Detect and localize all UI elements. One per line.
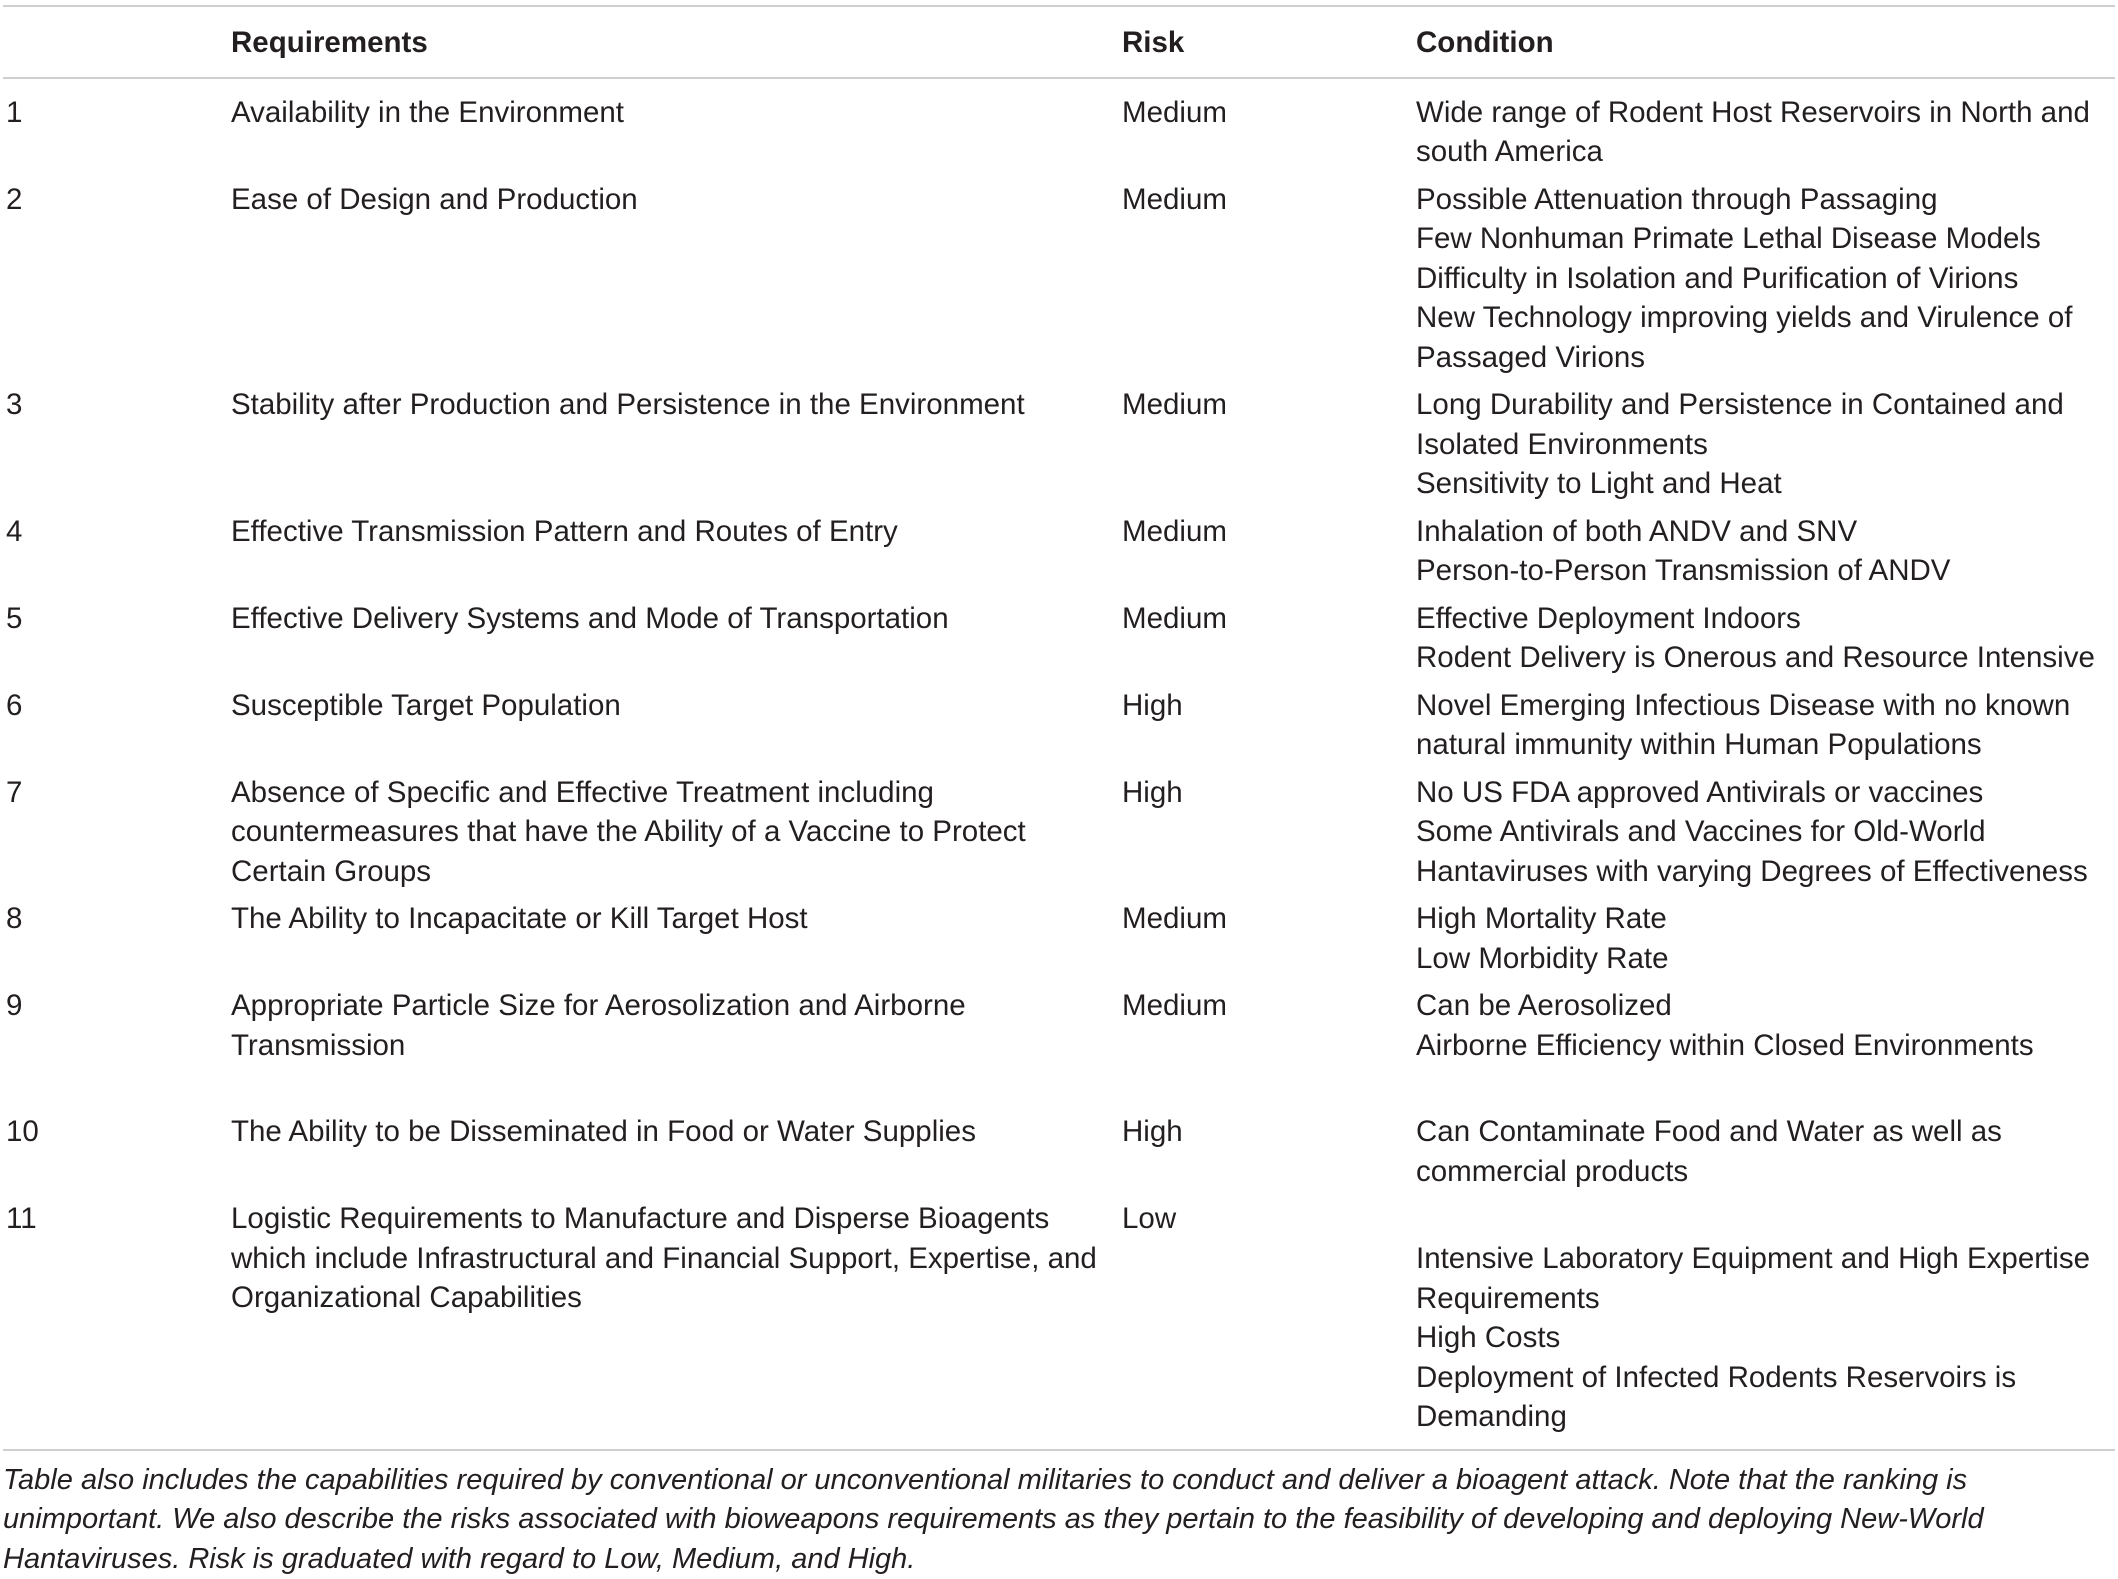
condition-line: High Costs (1416, 1318, 2115, 1358)
table-footnote: Table also includes the capabilities required by conventional or unconventional militaries to conduct and deliver a bioagent attack. Note that the ranking is unimportant. We also describe the risks associated with bioweapons requirements as they pertain to the feasibility of developing and deploying New-World Hantaviruses. Risk is graduated with regard to Low, Medium, and High. (3, 1461, 2111, 1579)
risk-cell: High (1122, 773, 1416, 900)
requirement-cell: Susceptible Target Population (231, 686, 1122, 773)
condition-cell (1416, 599, 2115, 686)
condition-line: Rodent Delivery is Onerous and Resource Intensive (1416, 638, 2115, 678)
risk-cell: Medium (1122, 512, 1416, 599)
condition-line: New Technology improving yields and Virulence of Passaged Virions (1416, 298, 2115, 377)
condition-line: Few Nonhuman Primate Lethal Disease Models (1416, 219, 2115, 259)
requirement-cell: Ease of Design and Production (231, 180, 1122, 386)
requirement-cell: The Ability to Incapacitate or Kill Target Host (231, 899, 1122, 986)
table-row (3, 1199, 2115, 1450)
table-row (3, 512, 2115, 599)
row-number: 7 (3, 773, 231, 900)
requirement-cell: Availability in the Environment (231, 78, 1122, 180)
header-number (3, 6, 231, 78)
risk-cell: High (1122, 1112, 1416, 1199)
risk-cell: Medium (1122, 899, 1416, 986)
risk-cell: Medium (1122, 180, 1416, 386)
row-number: 3 (3, 385, 231, 512)
risk-cell: Medium (1122, 599, 1416, 686)
condition-line: Difficulty in Isolation and Purification of Virions (1416, 259, 2115, 299)
condition-line: Some Antivirals and Vaccines for Old-World Hantaviruses with varying Degrees of Effectiveness (1416, 812, 2115, 891)
condition-line: Deployment of Infected Rodents Reservoirs is Demanding (1416, 1358, 2115, 1437)
requirement-cell: Appropriate Particle Size for Aerosolization and Airborne Transmission (231, 986, 1122, 1112)
table-container (0, 5, 2118, 1579)
condition-line: Can be Aerosolized (1416, 986, 2115, 1026)
table-header-row (3, 6, 2115, 78)
requirement-cell: Stability after Production and Persistence in the Environment (231, 385, 1122, 512)
condition-cell (1416, 686, 2115, 773)
requirements-table (3, 5, 2115, 1451)
table-row (3, 686, 2115, 773)
condition-cell (1416, 1199, 2115, 1450)
condition-line: Wide range of Rodent Host Reservoirs in North and south America (1416, 93, 2115, 172)
table-row (3, 986, 2115, 1112)
risk-cell: Medium (1122, 986, 1416, 1112)
condition-line: Airborne Efficiency within Closed Environments (1416, 1026, 2115, 1066)
condition-line: Low Morbidity Rate (1416, 939, 2115, 979)
table-row (3, 773, 2115, 900)
table-row (3, 180, 2115, 386)
condition-line: Novel Emerging Infectious Disease with no known natural immunity within Human Populations (1416, 686, 2115, 765)
row-number: 4 (3, 512, 231, 599)
requirement-cell: Logistic Requirements to Manufacture and Disperse Bioagents which include Infrastructural and Financial Support, Expertise, and Organizational Capabilities (231, 1199, 1122, 1450)
condition-line: Person-to-Person Transmission of ANDV (1416, 551, 2115, 591)
condition-line: Can Contaminate Food and Water as well as commercial products (1416, 1112, 2115, 1191)
condition-line: Long Durability and Persistence in Contained and Isolated Environments (1416, 385, 2115, 464)
row-number: 11 (3, 1199, 231, 1450)
row-number: 6 (3, 686, 231, 773)
condition-cell (1416, 385, 2115, 512)
condition-line: High Mortality Rate (1416, 899, 2115, 939)
requirement-cell: Effective Delivery Systems and Mode of Transportation (231, 599, 1122, 686)
condition-cell (1416, 78, 2115, 180)
row-number: 10 (3, 1112, 231, 1199)
condition-line: Inhalation of both ANDV and SNV (1416, 512, 2115, 552)
requirement-cell: The Ability to be Disseminated in Food or Water Supplies (231, 1112, 1122, 1199)
header-requirements: Requirements (231, 6, 1122, 78)
risk-cell: Medium (1122, 385, 1416, 512)
table-row (3, 1112, 2115, 1199)
row-number: 8 (3, 899, 231, 986)
risk-cell: Medium (1122, 78, 1416, 180)
table-row (3, 385, 2115, 512)
table-row (3, 599, 2115, 686)
condition-cell (1416, 986, 2115, 1112)
header-risk: Risk (1122, 6, 1416, 78)
row-number: 5 (3, 599, 231, 686)
header-condition: Condition (1416, 6, 2115, 78)
row-number: 9 (3, 986, 231, 1112)
condition-line: Possible Attenuation through Passaging (1416, 180, 2115, 220)
condition-cell (1416, 1112, 2115, 1199)
table-row (3, 78, 2115, 180)
condition-cell (1416, 899, 2115, 986)
condition-cell (1416, 512, 2115, 599)
condition-line: Intensive Laboratory Equipment and High Expertise Requirements (1416, 1239, 2115, 1318)
table-row (3, 899, 2115, 986)
row-number: 2 (3, 180, 231, 386)
row-number: 1 (3, 78, 231, 180)
condition-cell (1416, 773, 2115, 900)
condition-cell (1416, 180, 2115, 386)
condition-line: Effective Deployment Indoors (1416, 599, 2115, 639)
condition-line: Sensitivity to Light and Heat (1416, 464, 2115, 504)
risk-cell: High (1122, 686, 1416, 773)
risk-cell: Low (1122, 1199, 1416, 1450)
condition-line: No US FDA approved Antivirals or vaccines (1416, 773, 2115, 813)
requirement-cell: Effective Transmission Pattern and Routes of Entry (231, 512, 1122, 599)
requirement-cell: Absence of Specific and Effective Treatment including countermeasures that have the Ability of a Vaccine to Protect Certain Groups (231, 773, 1122, 900)
